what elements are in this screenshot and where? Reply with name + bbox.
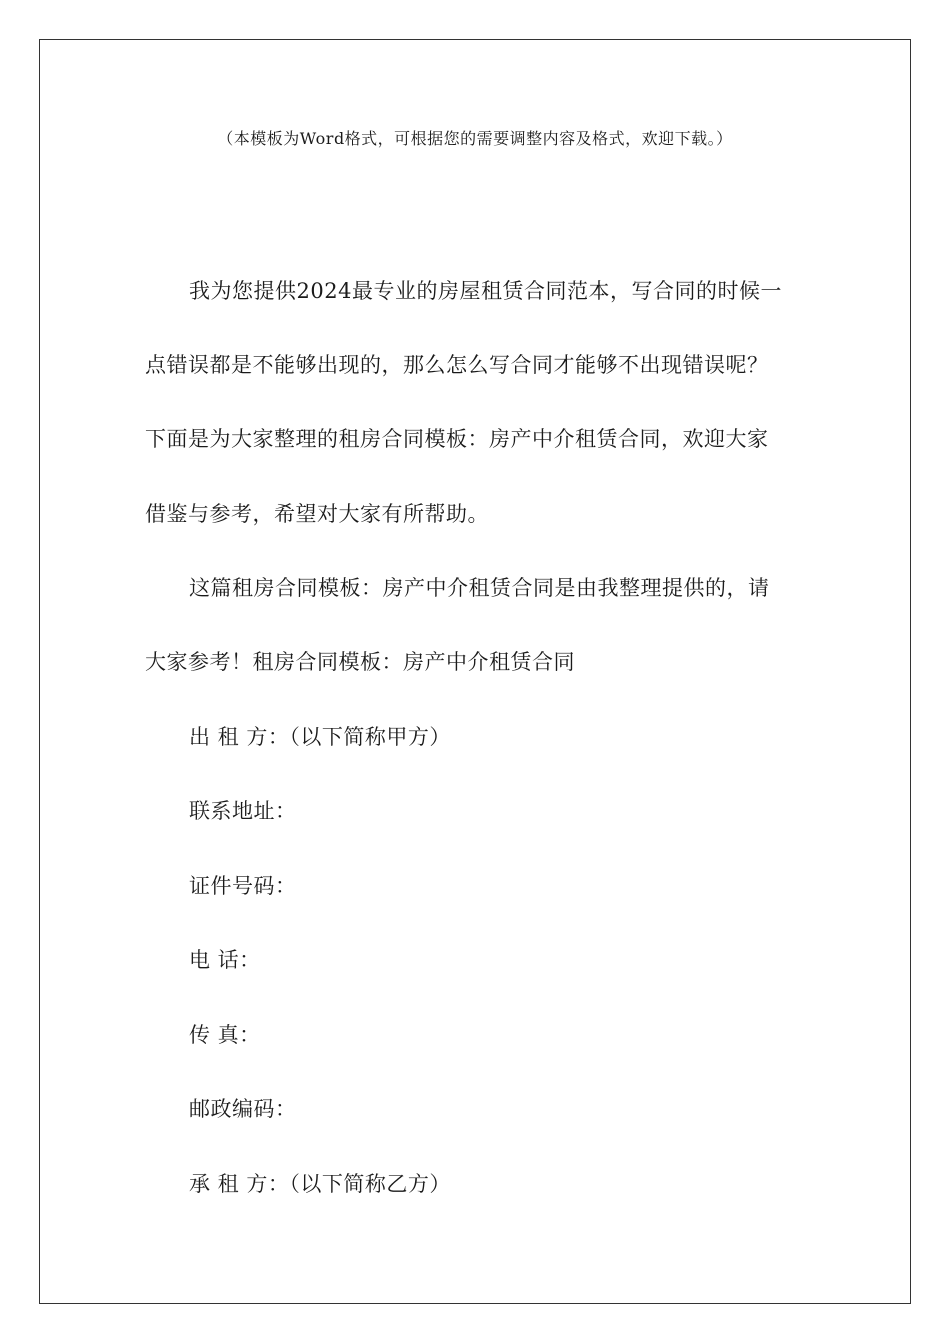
field-lessor: 出 租 方：（以下简称甲方） [189, 725, 451, 749]
paragraph-2-line-2: 大家参考！租房合同模板：房产中介租赁合同 [145, 650, 575, 674]
paragraph-2-line-1: 这篇租房合同模板：房产中介租赁合同是由我整理提供的，请 [189, 576, 770, 600]
field-id-number: 证件号码： [189, 874, 297, 898]
paragraph-1-line-4: 借鉴与参考，希望对大家有所帮助。 [145, 502, 489, 526]
template-note: （本模板为Word格式，可根据您的需要调整内容及格式，欢迎下载。） [217, 129, 733, 148]
field-fax: 传 真： [189, 1023, 261, 1047]
paragraph-1-line-1: 我为您提供2024最专业的房屋租赁合同范本，写合同的时候一 [189, 279, 782, 303]
field-address: 联系地址： [189, 799, 297, 823]
field-phone: 电 话： [189, 948, 261, 972]
paragraph-1-line-2: 点错误都是不能够出现的，那么怎么写合同才能够不出现错误呢？ [145, 353, 769, 377]
field-postal-code: 邮政编码： [189, 1097, 297, 1121]
paragraph-1-line-3: 下面是为大家整理的租房合同模板：房产中介租赁合同，欢迎大家 [145, 427, 769, 451]
field-lessee: 承 租 方：（以下简称乙方） [189, 1172, 451, 1196]
